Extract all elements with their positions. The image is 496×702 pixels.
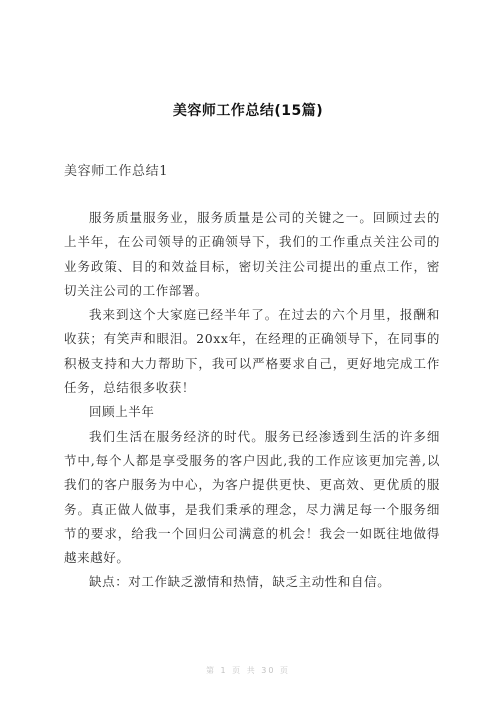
document-title: 美容师工作总结(15篇) — [172, 103, 324, 119]
document-body — [64, 206, 440, 595]
page-number-footer: 第 1 页 共 30 页 — [206, 666, 290, 675]
paragraph-review-heading: 回顾上半年 — [89, 404, 155, 420]
section-heading: 美容师工作总结1 — [64, 164, 169, 179]
paragraph-service-economy: 我们生活在服务经济的时代。服务已经渗透到生活的许多细节中,每个人都是享受服务的客户因此,我的工作应该更加完善,以我们的客户服务为中心，为客户提供更快、更高效、更优质的服务。真正做人做事，是我们秉承的理念，尽力满足每一个服务细节的要求，给我一个回归公司满意的机会！我会一如既往地做得越来越好。 — [64, 428, 440, 566]
paragraph-shortcomings: 缺点：对工作缺乏激情和热情，缺乏主动性和自信。 — [89, 574, 391, 590]
paragraph-intro: 服务质量服务业，服务质量是公司的关键之一。回顾过去的上半年，在公司领导的正确领导下，我们的工作重点关注公司的业务政策、目的和效益目标，密切关注公司提出的重点工作，密切关注公司的工作部署。 — [64, 210, 440, 298]
paragraph-half-year: 我来到这个大家庭已经半年了。在过去的六个月里，报酬和收获；有笑声和眼泪。20xx年，在经理的正确领导下，在同事的积极支持和大力帮助下，我可以严格要求自己，更好地完成工作任务，总结很多收获！ — [64, 307, 440, 396]
